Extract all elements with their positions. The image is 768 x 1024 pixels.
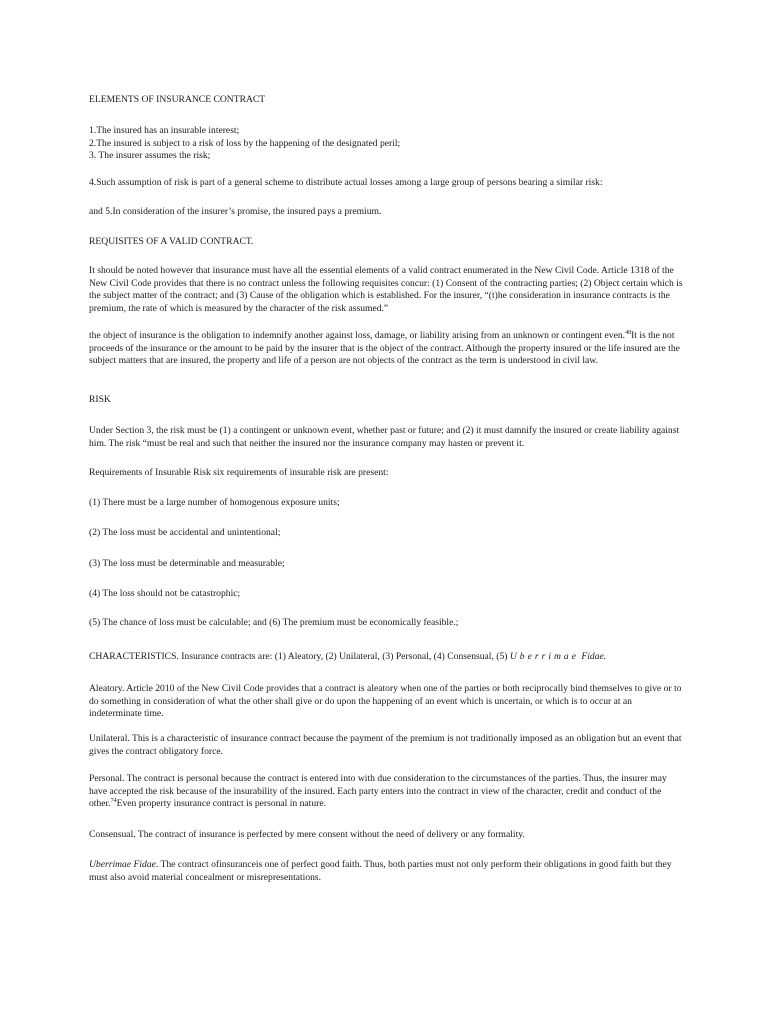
object-paragraph-text-cont: It is the not proceeds of the insurance or the amount to be paid by the insurer that is the object of the contract. Although the property insured or the life insured are the subject matters that are insured, the property and life of a person are not objects of the contract as the term is understood in civil law.: [89, 330, 680, 367]
heading-elements: ELEMENTS OF INSURANCE CONTRACT: [89, 94, 266, 105]
requisites-paragraph: It should be noted however that insurance must have all the essential elements of a valid contract enumerated in the New Civil Code. Article 1318 of the New Civil Code provides that there is no contract unless the following requisites concur: (1) Consent of the contracting parties; (2) Object certain which is the subject matter of the contract; and (3) Cause of the obligation which is established. For the insurer, “(t)he consideration in insurance contracts is the premium, the rate of which is measured by the character of the risk assumed.”: [89, 265, 683, 314]
heading-requisites: REQUISITES OF A VALID CONTRACT.: [89, 236, 254, 247]
uberrimae-paragraph: [89, 859, 685, 884]
element-4-text: 4.Such assumption of risk is part of a general scheme to distribute actual losses among a large group of persons bearing a similar risk:: [89, 177, 603, 188]
unilateral-paragraph: Unilateral. This is a characteristic of insurance contract because the payment of the premium is not traditionally imposed as an obligation but an event that gives the contract obligatory force.: [89, 733, 682, 757]
personal-text: Personal. The contract is personal because the contract is entered into with due consideration to the circumstances of the parties. Thus, the insurer may have accepted the risk because of the insurability of the insured. Each party enters into the contract in view of the character, credit and conduct of the other.: [89, 773, 667, 810]
personal-text-cont: Even property insurance contract is personal in nature.: [116, 798, 326, 810]
elements-list: [89, 125, 685, 163]
requirements-intro: Requirements of Insurable Risk six requirements of insurable risk are present:: [89, 467, 389, 478]
list-item: 1.The insured has an insurable interest;: [89, 125, 240, 136]
characteristics-tail: Fidae.: [578, 651, 607, 662]
risk-paragraph: Under Section 3, the risk must be (1) a contingent or unknown event, whether past or future; and (2) it must damnify the insured or create liability against him. The risk “must be real and such that neither the insured nor the insurance company may hasten or prevent it.: [89, 425, 680, 449]
consensual-paragraph: Consensual. The contract of insurance is perfected by mere consent without the need of delivery or any formality.: [89, 829, 525, 840]
element-5-text: and 5.In consideration of the insurer’s promise, the insured pays a premium.: [89, 206, 382, 217]
list-item: 2.The insured is subject to a risk of loss by the happening of the designated peril;: [89, 137, 401, 149]
list-item: 3. The insurer assumes the risk;: [89, 150, 211, 162]
object-paragraph: [89, 330, 685, 368]
uberrimae-label: Uberrimae Fidae: [89, 859, 156, 870]
heading-risk: RISK: [89, 394, 111, 405]
characteristics-paragraph: [89, 651, 685, 664]
uberrimae-text: . The contract ofinsuranceis one of perfect good faith. Thus, both parties must not only perform their obligations in good faith but they must also avoid material concealment or misrepresentations.: [89, 859, 672, 883]
requirement-item: (1) There must be a large number of homogenous exposure units;: [89, 497, 340, 508]
requirement-item: (3) The loss must be determinable and measurable;: [89, 558, 285, 569]
personal-paragraph: [89, 773, 685, 811]
footnote-marker: 74: [110, 798, 117, 804]
aleatory-paragraph: Aleatory. Article 2010 of the New Civil Code provides that a contract is aleatory when one of the parties or both reciprocally bind themselves to give or to do something in consideration of what the other shall give or do upon the happening of an event which is uncertain, or which is to occur at an indeterminate time.: [89, 683, 682, 720]
footnote-marker: 48: [625, 329, 632, 336]
characteristics-spaced-term: Uberrimae: [509, 651, 579, 662]
object-paragraph-text: the object of insurance is the obligation to indemnify another against loss, damage, or liability arising from an unknown or contingent even.: [89, 330, 626, 341]
requirement-item: (2) The loss must be accidental and unintentional;: [89, 527, 281, 538]
requirement-item: (5) The chance of loss must be calculable; and (6) The premium must be economically feasible.;: [89, 617, 459, 628]
requirement-item: (4) The loss should not be catastrophic;: [89, 588, 241, 599]
characteristics-text: CHARACTERISTICS. Insurance contracts are: (1) Aleatory, (2) Unilateral, (3) Personal, (4) Consensual, (5): [89, 651, 508, 662]
